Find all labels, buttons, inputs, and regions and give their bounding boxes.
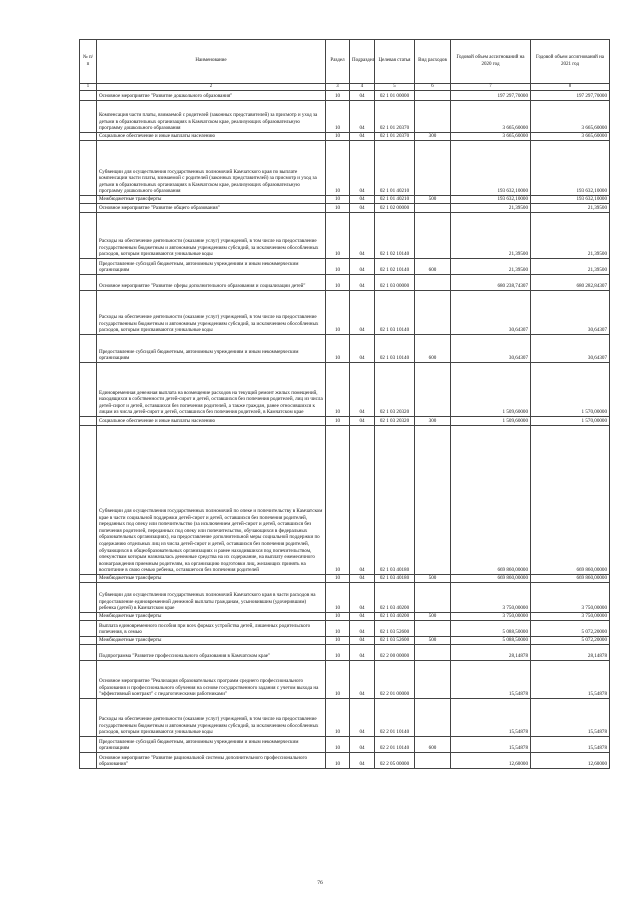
- row-num-cell: [80, 637, 97, 645]
- row-target-cell: 02 1 02 00000: [375, 204, 415, 213]
- column-index: 6: [415, 84, 451, 91]
- row-2020-cell: 193 632,10000: [451, 141, 531, 196]
- row-target-cell: 02 2 01 00000: [375, 661, 415, 699]
- row-name-cell: Межбюджетные трансферты: [97, 196, 326, 204]
- row-target-cell: 02 1 03 52600: [375, 637, 415, 645]
- row-name-cell: Предоставление субсидий бюджетным, автономным учреждениям и иным некоммерческим организациям: [97, 259, 326, 275]
- row-exp-type-cell: [415, 291, 451, 335]
- row-target-cell: 02 1 03 40200: [375, 613, 415, 621]
- row-num-cell: [80, 613, 97, 621]
- row-target-cell: 02 2 00 00000: [375, 645, 415, 661]
- row-exp-type-cell: [415, 645, 451, 661]
- row-name-cell: Расходы на обеспечение деятельности (оказание услуг) учреждений, в том числе на предоставление государственным бюджетным и автономным учреждениям субсидий, за исключением обособленных расходов, которым присваиваются уникальные коды: [97, 213, 326, 259]
- header-exp-type: Вид расходов: [415, 40, 451, 84]
- table-row: [80, 699, 610, 737]
- row-2020-cell: 1 509,60000: [451, 417, 531, 426]
- row-exp-type-cell: 600: [415, 259, 451, 275]
- column-index: 2: [97, 84, 326, 91]
- table-body: [80, 84, 610, 769]
- row-num-cell: [80, 645, 97, 661]
- header-section: Раздел: [326, 40, 350, 84]
- row-2021-cell: 5 072,20000: [531, 621, 610, 637]
- row-num-cell: [80, 275, 97, 291]
- row-2020-cell: 15,54878: [451, 699, 531, 737]
- row-exp-type-cell: [415, 753, 451, 769]
- row-subsection-cell: 04: [350, 275, 375, 291]
- row-exp-type-cell: 500: [415, 575, 451, 583]
- row-name-cell: Единовременная денежная выплата на возмещение расходов на текущий ремонт жилых помещений, находящихся в собственности детей-сирот и детей, оставшихся без попечения родителей, лиц из числа детей-сирот и детей, оставшихся без попечения родителей, а также граждан, ранее относившихся к лицам из числа детей-сирот и детей, оставшихся без попечения родителей, в Камчатском крае: [97, 363, 326, 417]
- row-section-cell: 10: [326, 101, 350, 133]
- table-row: [80, 204, 610, 213]
- row-exp-type-cell: 300: [415, 417, 451, 426]
- row-num-cell: [80, 335, 97, 363]
- row-target-cell: 02 1 03 52600: [375, 621, 415, 637]
- row-2021-cell: 21,39500: [531, 259, 610, 275]
- table-row: [80, 141, 610, 196]
- row-num-cell: [80, 661, 97, 699]
- row-num-cell: [80, 621, 97, 637]
- row-exp-type-cell: 500: [415, 196, 451, 204]
- row-name-cell: Межбюджетные трансферты: [97, 575, 326, 583]
- column-index: 5: [375, 84, 415, 91]
- row-subsection-cell: 04: [350, 426, 375, 575]
- row-section-cell: 10: [326, 363, 350, 417]
- table-row: [80, 91, 610, 101]
- row-2020-cell: 15,54878: [451, 737, 531, 753]
- table-row: [80, 583, 610, 613]
- row-2021-cell: 5 072,20000: [531, 637, 610, 645]
- row-exp-type-cell: 300: [415, 133, 451, 141]
- row-target-cell: 02 2 05 00000: [375, 753, 415, 769]
- column-index: 3: [326, 84, 350, 91]
- column-index: 4: [350, 84, 375, 91]
- row-subsection-cell: 04: [350, 91, 375, 101]
- row-section-cell: 10: [326, 575, 350, 583]
- row-exp-type-cell: 500: [415, 613, 451, 621]
- row-section-cell: 10: [326, 141, 350, 196]
- row-section-cell: 10: [326, 196, 350, 204]
- row-2020-cell: 30,64307: [451, 291, 531, 335]
- row-section-cell: 10: [326, 204, 350, 213]
- table-header-row: [80, 40, 610, 84]
- table-row: [80, 213, 610, 259]
- row-subsection-cell: 04: [350, 753, 375, 769]
- row-exp-type-cell: [415, 91, 451, 101]
- row-subsection-cell: 04: [350, 291, 375, 335]
- table-row: [80, 417, 610, 426]
- row-subsection-cell: 04: [350, 101, 375, 133]
- row-exp-type-cell: [415, 141, 451, 196]
- table-row: [80, 196, 610, 204]
- row-subsection-cell: 04: [350, 417, 375, 426]
- row-target-cell: 02 1 01 20370: [375, 101, 415, 133]
- row-2020-cell: 669 860,00000: [451, 575, 531, 583]
- table-row: [80, 275, 610, 291]
- row-target-cell: 02 2 01 10140: [375, 737, 415, 753]
- row-2020-cell: 12,60000: [451, 753, 531, 769]
- row-exp-type-cell: 600: [415, 737, 451, 753]
- row-section-cell: 10: [326, 621, 350, 637]
- row-name-cell: Расходы на обеспечение деятельности (оказание услуг) учреждений, в том числе на предоставление государственным бюджетным и автономным учреждениям субсидий, за исключением обособленных расходов, которым присваиваются уникальные коды: [97, 291, 326, 335]
- row-num-cell: [80, 426, 97, 575]
- row-target-cell: 02 1 03 40200: [375, 583, 415, 613]
- row-name-cell: Основное мероприятие "Развитие общего образования": [97, 204, 326, 213]
- row-target-cell: 02 2 01 10140: [375, 699, 415, 737]
- row-num-cell: [80, 259, 97, 275]
- row-subsection-cell: 04: [350, 637, 375, 645]
- row-2021-cell: 669 860,00000: [531, 426, 610, 575]
- row-target-cell: 02 1 03 40180: [375, 575, 415, 583]
- row-2021-cell: 669 860,00000: [531, 575, 610, 583]
- row-section-cell: 10: [326, 737, 350, 753]
- row-name-cell: Основное мероприятие "Развитие рациональной системы дополнительного профессионального образования": [97, 753, 326, 769]
- row-2020-cell: 28,14878: [451, 645, 531, 661]
- row-2021-cell: 28,14878: [531, 645, 610, 661]
- table-row: [80, 335, 610, 363]
- page-number: 76: [317, 880, 323, 886]
- column-index-row: [80, 84, 610, 91]
- row-target-cell: 02 1 03 00000: [375, 275, 415, 291]
- row-subsection-cell: 04: [350, 613, 375, 621]
- row-name-cell: Межбюджетные трансферты: [97, 613, 326, 621]
- row-subsection-cell: 04: [350, 196, 375, 204]
- row-num-cell: [80, 737, 97, 753]
- header-target: Целевая статья: [375, 40, 415, 84]
- row-target-cell: 02 1 03 40180: [375, 426, 415, 575]
- row-target-cell: 02 1 01 20370: [375, 133, 415, 141]
- row-exp-type-cell: 500: [415, 637, 451, 645]
- row-2020-cell: 1 509,60000: [451, 363, 531, 417]
- row-exp-type-cell: [415, 101, 451, 133]
- row-num-cell: [80, 291, 97, 335]
- row-num-cell: [80, 213, 97, 259]
- row-exp-type-cell: [415, 204, 451, 213]
- header-subsection: Подраздел: [350, 40, 375, 84]
- row-target-cell: 02 1 03 20320: [375, 417, 415, 426]
- row-2020-cell: 193 632,10000: [451, 196, 531, 204]
- row-2020-cell: 21,39500: [451, 213, 531, 259]
- row-2021-cell: 12,60000: [531, 753, 610, 769]
- row-2021-cell: 193 632,10000: [531, 141, 610, 196]
- row-target-cell: 02 1 03 10140: [375, 291, 415, 335]
- row-name-cell: Социальное обеспечение и иные выплаты населению: [97, 133, 326, 141]
- header-name: Наименование: [97, 40, 326, 84]
- row-target-cell: 02 1 03 10140: [375, 335, 415, 363]
- row-section-cell: 10: [326, 133, 350, 141]
- row-exp-type-cell: [415, 583, 451, 613]
- row-name-cell: Основное мероприятие "Реализация образовательных программ среднего профессионального образования и профессионального обучения на основе государственного задания с учетом выхода на "эффективный контракт" с педагогическими работниками": [97, 661, 326, 699]
- row-subsection-cell: 04: [350, 583, 375, 613]
- row-target-cell: 02 1 01 40210: [375, 196, 415, 204]
- table-row: [80, 613, 610, 621]
- table-row: [80, 101, 610, 133]
- row-section-cell: 10: [326, 259, 350, 275]
- row-section-cell: 10: [326, 637, 350, 645]
- row-target-cell: 02 1 01 00000: [375, 91, 415, 101]
- row-subsection-cell: 04: [350, 363, 375, 417]
- row-2020-cell: 5 088,50000: [451, 621, 531, 637]
- row-section-cell: 10: [326, 426, 350, 575]
- row-exp-type-cell: [415, 426, 451, 575]
- row-section-cell: 10: [326, 753, 350, 769]
- row-subsection-cell: 04: [350, 335, 375, 363]
- row-2021-cell: 30,64307: [531, 335, 610, 363]
- row-2021-cell: 3 665,60000: [531, 101, 610, 133]
- row-2021-cell: 193 632,10000: [531, 196, 610, 204]
- column-index: 1: [80, 84, 97, 91]
- row-2020-cell: 197 297,70000: [451, 91, 531, 101]
- table-row: [80, 753, 610, 769]
- header-2021: Годовой объем ассигнований на 2021 год: [531, 40, 610, 84]
- row-2021-cell: 197 297,70000: [531, 91, 610, 101]
- row-exp-type-cell: 600: [415, 335, 451, 363]
- row-2020-cell: 3 750,00000: [451, 613, 531, 621]
- header-num: № п/п: [80, 40, 97, 84]
- row-section-cell: 10: [326, 213, 350, 259]
- row-2020-cell: 3 750,00000: [451, 583, 531, 613]
- budget-table-sheet: [79, 39, 609, 769]
- row-2020-cell: 21,39500: [451, 259, 531, 275]
- row-2021-cell: 21,39500: [531, 213, 610, 259]
- column-index: 8: [531, 84, 610, 91]
- row-exp-type-cell: [415, 275, 451, 291]
- row-target-cell: 02 1 02 10140: [375, 213, 415, 259]
- row-2020-cell: 30,64307: [451, 335, 531, 363]
- row-2021-cell: 3 750,00000: [531, 613, 610, 621]
- row-subsection-cell: 04: [350, 645, 375, 661]
- row-2021-cell: 1 570,00000: [531, 363, 610, 417]
- row-subsection-cell: 04: [350, 133, 375, 141]
- row-exp-type-cell: [415, 699, 451, 737]
- row-num-cell: [80, 133, 97, 141]
- row-2021-cell: 21,39500: [531, 204, 610, 213]
- table-row: [80, 259, 610, 275]
- row-subsection-cell: 04: [350, 213, 375, 259]
- column-index: 7: [451, 84, 531, 91]
- row-num-cell: [80, 417, 97, 426]
- row-section-cell: 10: [326, 417, 350, 426]
- row-2020-cell: 3 665,60000: [451, 101, 531, 133]
- row-name-cell: Выплата единовременного пособия при всех формах устройства детей, лишенных родительского попечения, в семью: [97, 621, 326, 637]
- row-num-cell: [80, 91, 97, 101]
- row-2020-cell: 15,54878: [451, 661, 531, 699]
- budget-table: [79, 39, 610, 769]
- row-2020-cell: 5 088,50000: [451, 637, 531, 645]
- header-2020: Годовой объем ассигнований на 2020 год: [451, 40, 531, 84]
- row-2021-cell: 15,54878: [531, 699, 610, 737]
- row-name-cell: Основное мероприятие "Развитие сферы дополнительного образования и социализации детей": [97, 275, 326, 291]
- table-row: [80, 363, 610, 417]
- row-section-cell: 10: [326, 275, 350, 291]
- row-2020-cell: 680 238,74307: [451, 275, 531, 291]
- row-section-cell: 10: [326, 335, 350, 363]
- table-row: [80, 637, 610, 645]
- row-name-cell: Субвенции для осуществления государственных полномочий по опеке и попечительству в Камчатском крае в части социальной поддержки детей-сирот и детей, оставшихся без попечения родителей, переданных под опеку или попечительство (за исключением детей-сирот и детей, оставшихся без попечения родителей, переданных под опеку или попечительство, обучающихся в федеральных образовательных организациях), на предоставление дополнительной меры социальной поддержки по содержанию отдельных лиц из числа детей-сирот и детей, оставшихся без попечения родителей, обучающихся в общеобразовательных организациях и ранее находившихся под попечительством, опекунствам которым назначалась денежные средства на их содержание, на выплату ежемесячного вознаграждения приемным родителям, на организацию подготовки лиц, желающих принять на воспитание в свою семью ребенка, оставшегося без попечения родителей: [97, 426, 326, 575]
- table-row: [80, 661, 610, 699]
- row-subsection-cell: 04: [350, 621, 375, 637]
- row-subsection-cell: 04: [350, 575, 375, 583]
- table-row: [80, 645, 610, 661]
- row-2021-cell: 3 665,60000: [531, 133, 610, 141]
- row-num-cell: [80, 753, 97, 769]
- row-2020-cell: 669 860,00000: [451, 426, 531, 575]
- row-target-cell: 02 1 01 40210: [375, 141, 415, 196]
- table-row: [80, 621, 610, 637]
- row-name-cell: Подпрограмма "Развитие профессионального образования в Камчатском крае": [97, 645, 326, 661]
- row-section-cell: 10: [326, 699, 350, 737]
- row-name-cell: Предоставление субсидий бюджетным, автономным учреждениям и иным некоммерческим организациям: [97, 335, 326, 363]
- row-num-cell: [80, 204, 97, 213]
- row-exp-type-cell: [415, 621, 451, 637]
- row-exp-type-cell: [415, 661, 451, 699]
- row-2021-cell: 15,54878: [531, 661, 610, 699]
- row-name-cell: Субвенции для осуществления государственных полномочий Камчатского края по выплате компенсации части платы, взимаемой с родителей (законных представителей) за присмотр и уход за детьми в образовательных организациях в Камчатском крае, реализующих образовательную программу дошкольного образования: [97, 141, 326, 196]
- row-subsection-cell: 04: [350, 259, 375, 275]
- row-2021-cell: 15,54878: [531, 737, 610, 753]
- row-name-cell: Компенсация части платы, взимаемой с родителей (законных представителей) за присмотр и уход за детьми в образовательных организациях в Камчатском крае, реализующих образовательную программу дошкольного образования: [97, 101, 326, 133]
- row-subsection-cell: 04: [350, 737, 375, 753]
- row-name-cell: Предоставление субсидий бюджетным, автономным учреждениям и иным некоммерческим организациям: [97, 737, 326, 753]
- row-num-cell: [80, 575, 97, 583]
- row-exp-type-cell: [415, 363, 451, 417]
- row-subsection-cell: 04: [350, 141, 375, 196]
- table-row: [80, 426, 610, 575]
- row-section-cell: 10: [326, 583, 350, 613]
- row-num-cell: [80, 583, 97, 613]
- row-num-cell: [80, 196, 97, 204]
- row-subsection-cell: 04: [350, 699, 375, 737]
- row-2021-cell: 680 282,84307: [531, 275, 610, 291]
- row-num-cell: [80, 699, 97, 737]
- row-2021-cell: 1 570,00000: [531, 417, 610, 426]
- row-name-cell: Расходы на обеспечение деятельности (оказание услуг) учреждений, в том числе на предоставление государственным бюджетным и автономным учреждениям субсидий, за исключением обособленных расходов, которым присваиваются уникальные коды: [97, 699, 326, 737]
- row-target-cell: 02 1 03 20320: [375, 363, 415, 417]
- row-target-cell: 02 1 02 10140: [375, 259, 415, 275]
- row-section-cell: 10: [326, 91, 350, 101]
- table-row: [80, 575, 610, 583]
- table-row: [80, 737, 610, 753]
- row-num-cell: [80, 363, 97, 417]
- row-subsection-cell: 04: [350, 204, 375, 213]
- row-2021-cell: 3 750,00000: [531, 583, 610, 613]
- table-row: [80, 291, 610, 335]
- row-2020-cell: 21,39500: [451, 204, 531, 213]
- row-name-cell: Субвенции для осуществления государственных полномочий Камчатского края в части расходов на предоставление единовременной денежной выплаты гражданам, усыновившим (удочерившим) ребенка (детей) в Камчатском крае: [97, 583, 326, 613]
- row-exp-type-cell: [415, 213, 451, 259]
- row-2020-cell: 3 665,60000: [451, 133, 531, 141]
- row-2021-cell: 30,64307: [531, 291, 610, 335]
- row-section-cell: 10: [326, 613, 350, 621]
- table-row: [80, 133, 610, 141]
- row-section-cell: 10: [326, 291, 350, 335]
- row-section-cell: 10: [326, 645, 350, 661]
- row-name-cell: Социальное обеспечение и иные выплаты населению: [97, 417, 326, 426]
- row-subsection-cell: 04: [350, 661, 375, 699]
- row-num-cell: [80, 101, 97, 133]
- row-section-cell: 10: [326, 661, 350, 699]
- row-name-cell: Межбюджетные трансферты: [97, 637, 326, 645]
- row-num-cell: [80, 141, 97, 196]
- row-name-cell: Основное мероприятие "Развитие дошкольного образования": [97, 91, 326, 101]
